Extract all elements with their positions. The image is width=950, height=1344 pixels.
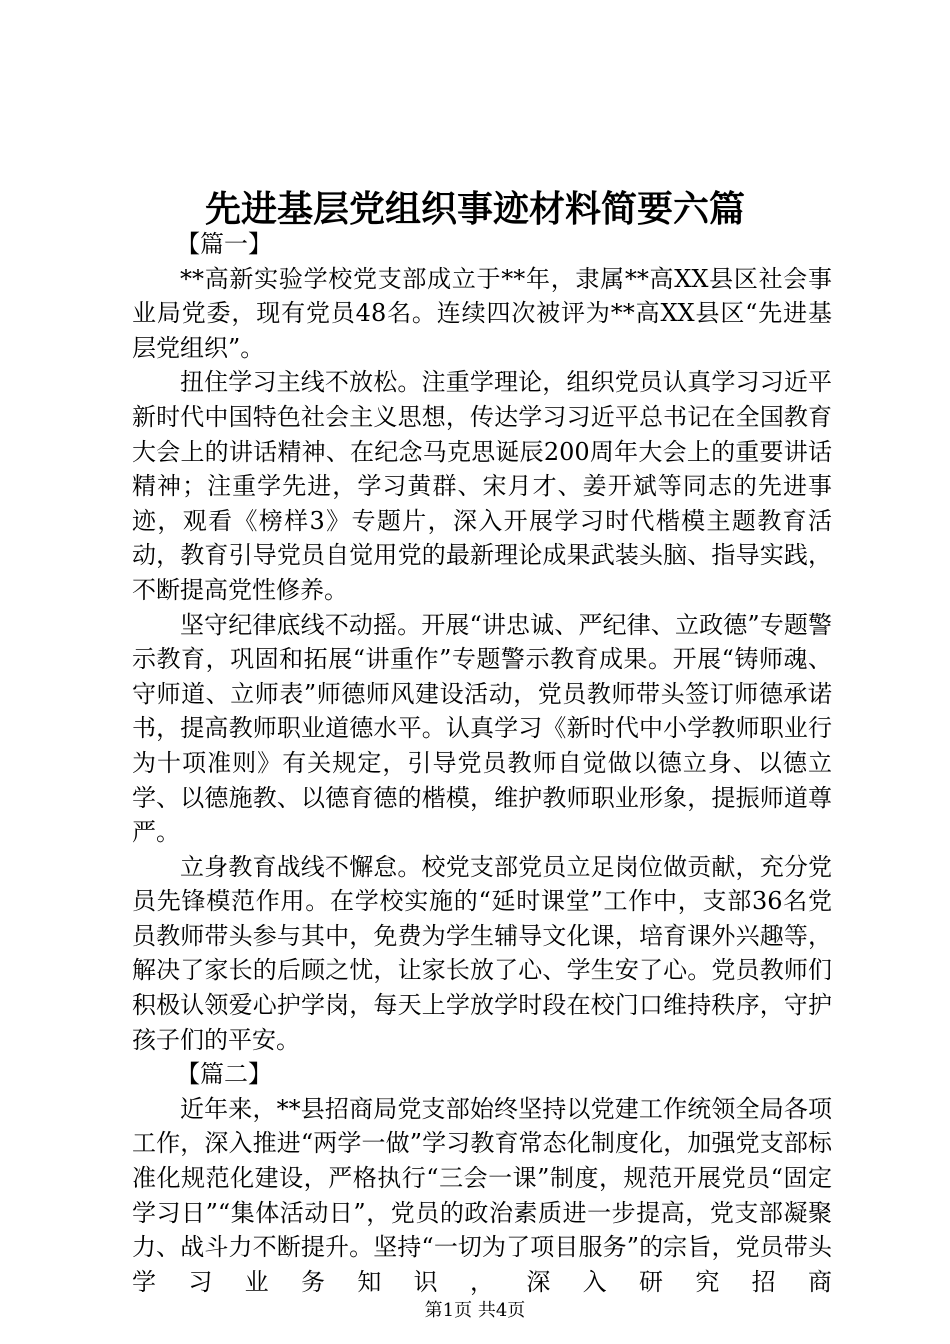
paragraph: 立身教育战线不懈怠。校党支部党员立足岗位做贡献，充分党员先锋模范作用。在学校实施的“延时课堂”工作中，支部36名党员教师带头参与其中，免费为学生辅导文化课，培育课外兴趣等，解决了家长的后顾之忧，让家长放了心、学生安了心。党员教师们积极认领爱心护学岗，每天上学放学时段在校门口维持秩序，守护孩子们的平安。 xyxy=(132,852,832,1054)
paragraph: 坚守纪律底线不动摇。开展“讲忠诚、严纪律、立政德”专题警示教育，巩固和拓展“讲重作”专题警示教育成果。开展“铸师魂、守师道、立师表”师德师风建设活动，党员教师带头签订师德承诺书，提高教师职业道德水平。认真学习《新时代中小学教师职业行为十项准则》有关规定，引导党员教师自觉做以德立身、以德立学、以德施教、以德育德的楷模，维护教师职业形象，提振师道尊严。 xyxy=(132,610,832,847)
paragraph: **高新实验学校党支部成立于**年，隶属**高XX县区社会事业局党委，现有党员48名。连续四次被评为**高XX县区“先进基层党组织”。 xyxy=(132,264,832,362)
section-heading-1: 【篇一】 xyxy=(176,230,272,258)
document-title: 先进基层党组织事迹材料简要六篇 xyxy=(204,188,745,230)
paragraph: 扭住学习主线不放松。注重学理论，组织党员认真学习习近平新时代中国特色社会主义思想，传达学习习近平总书记在全国教育大会上的讲话精神、在纪念马克思诞辰200周年大会上的重要讲话精神；注重学先进，学习黄群、宋月才、姜开斌等同志的先进事迹，观看《榜样3》专题片，深入开展学习时代楷模主题教育活动，教育引导党员自觉用党的最新理论成果武装头脑、指导实践，不断提高党性修养。 xyxy=(132,368,832,604)
document-body xyxy=(132,227,832,1299)
paragraph: 近年来，**县招商局党支部始终坚持以党建工作统领全局各项工作，深入推进“两学一做”学习教育常态化制度化，加强党支部标准化规范化建设，严格执行“三会一课”制度，规范开展党员“固定学习日”“集体活动日”，党员的政治素质进一步提高，党支部凝聚力、战斗力不断提升。坚持“一切为了项目服务”的宗旨，党员带头学习业务知识，深入研究招商 xyxy=(132,1094,832,1296)
section-heading-2: 【篇二】 xyxy=(176,1060,272,1089)
page-footer: 第1页 共4页 xyxy=(424,1300,526,1321)
